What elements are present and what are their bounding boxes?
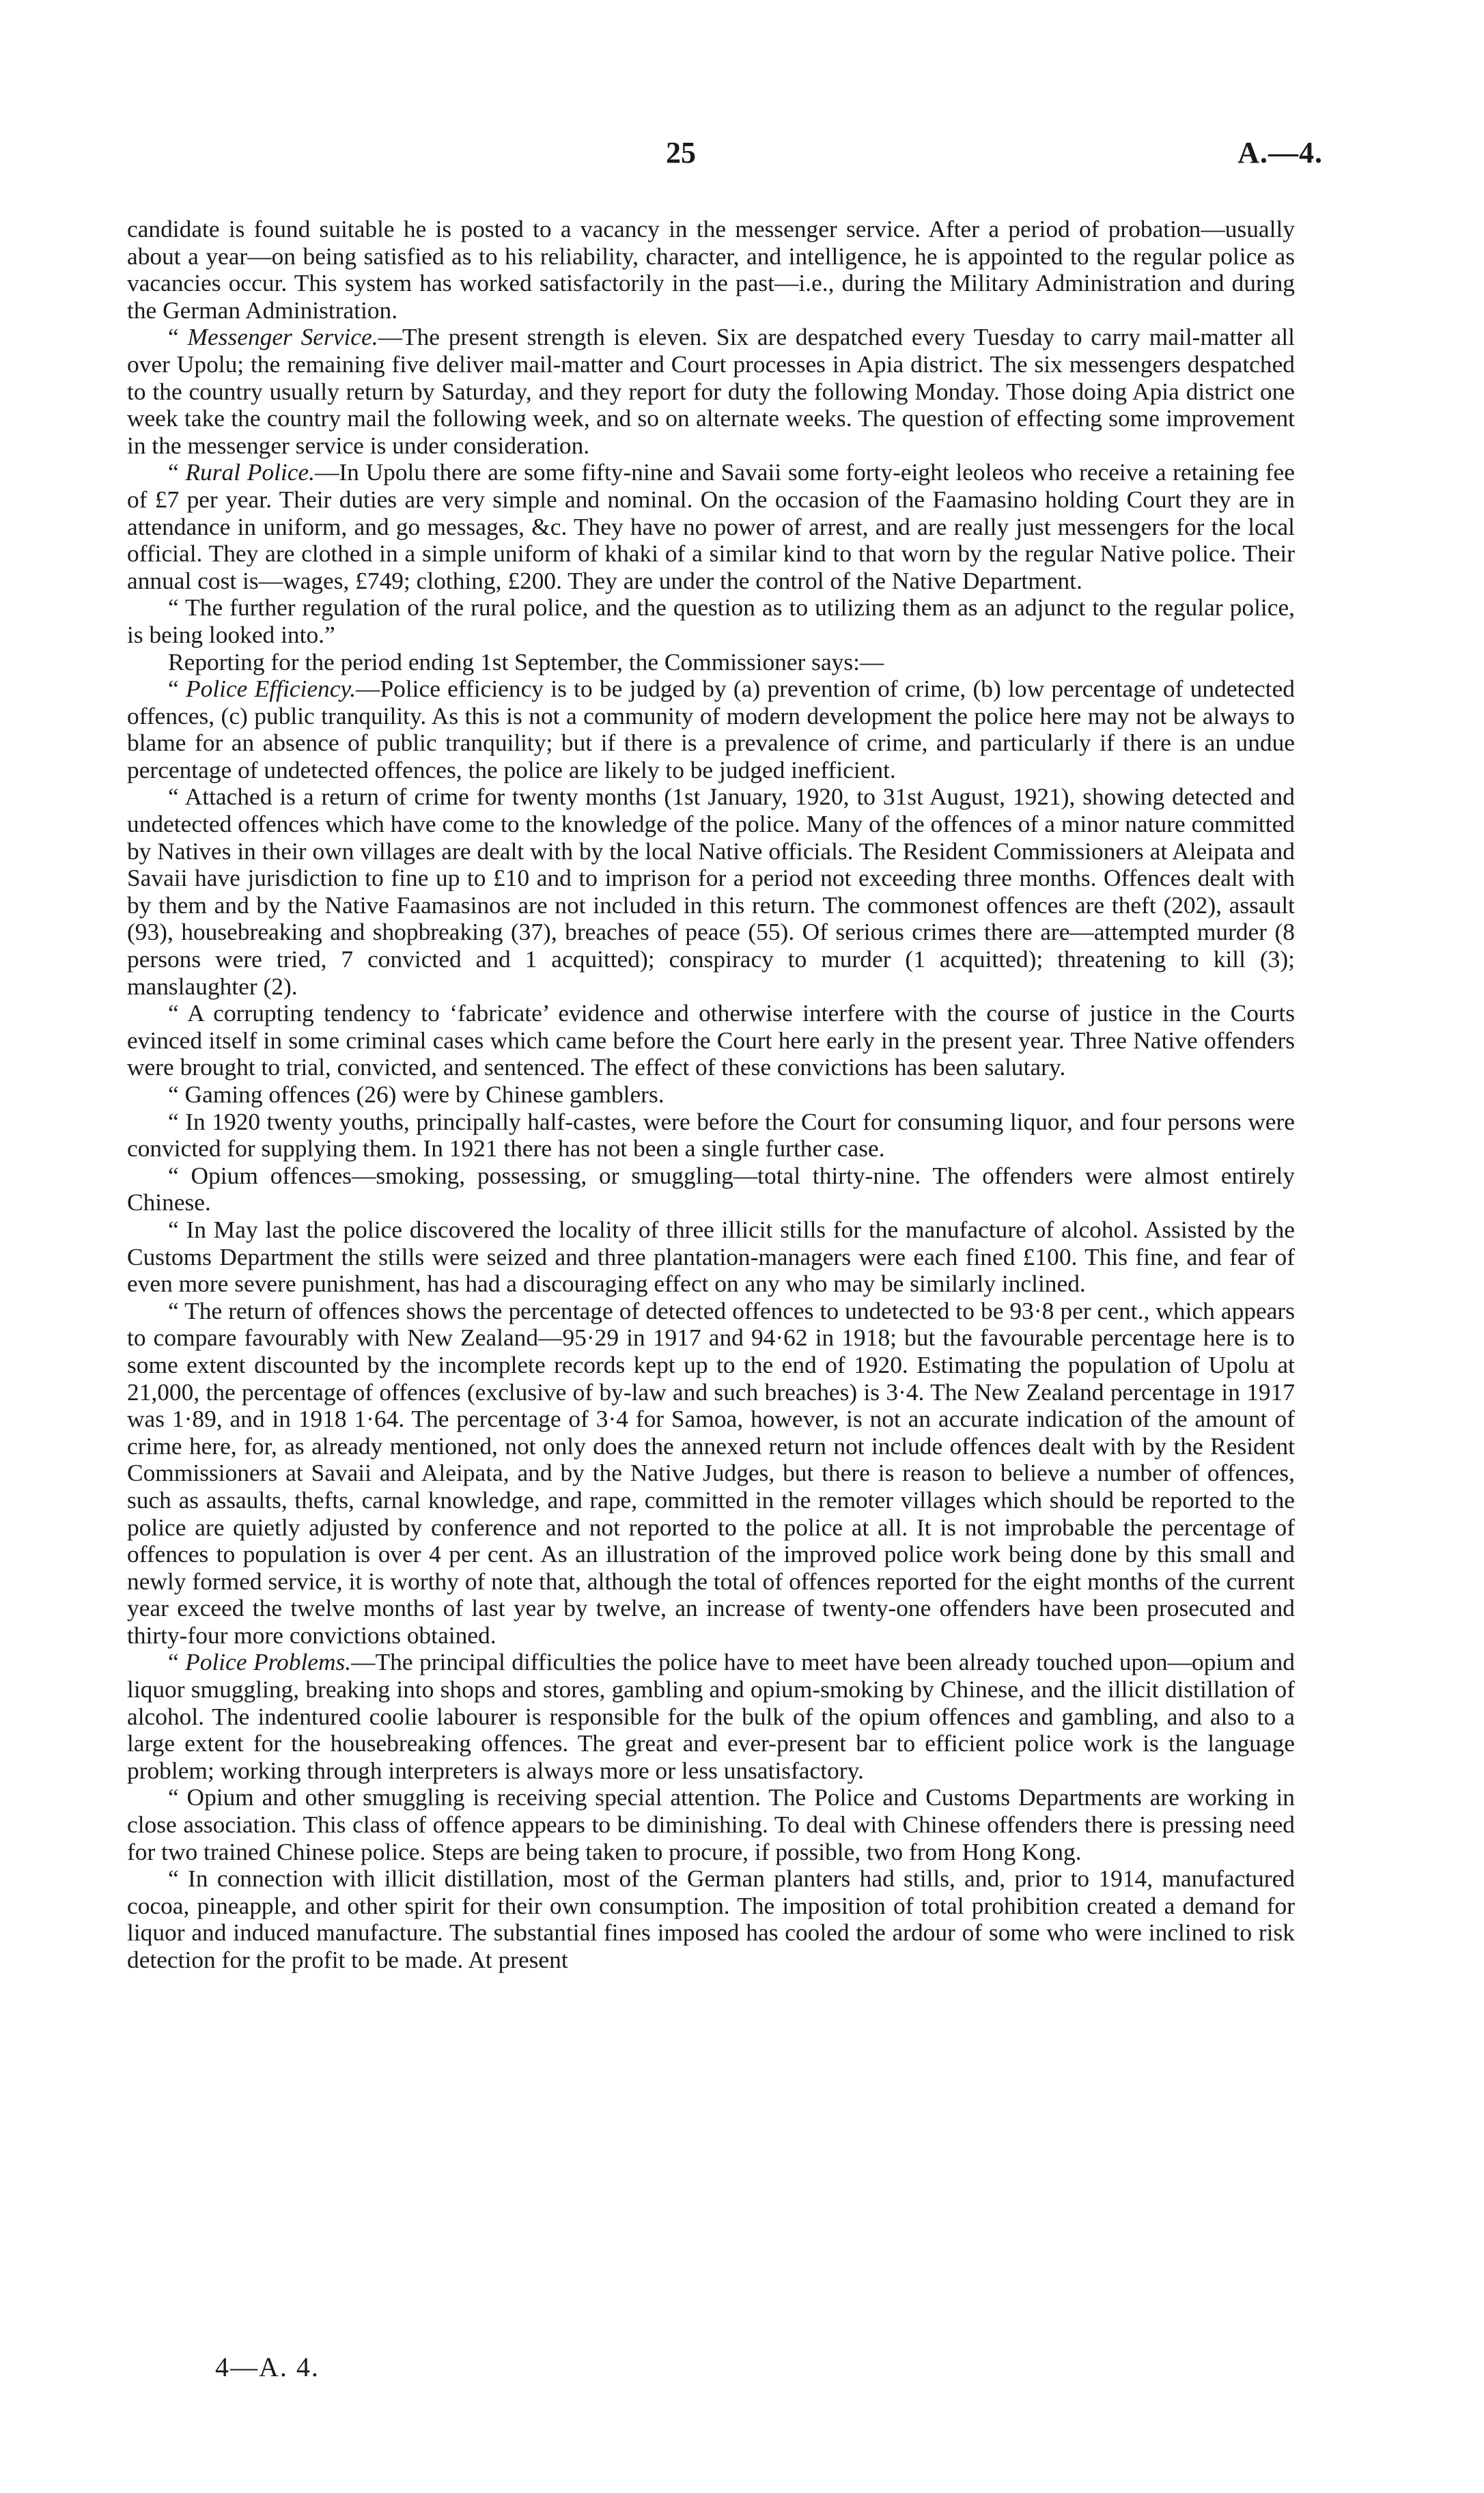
paragraph-text: “ Attached is a return of crime for twenty months (1st January, 1920, to 31st August, 1921), showing detected and undetected offences which have come to the knowledge of the police. Many of the offences of a minor nature committed by Natives in their own villages are dealt with by the local Native officials. The Resident Commissioners at Aleipata and Savaii have jurisdiction to fine up to £10 and to imprison for a period not exceeding three months. Offences dealt with by them and by the Native Faamasinos are not included in this return. The commonest offences are theft (202), assault (93), housebreaking and shopbreaking (37), breaches of peace (55). Of serious crimes there are—attempted murder (8 persons were tried, 7 convicted and 1 acquitted); conspiracy to murder (1 acquitted); threatening to kill (3); manslaughter (2). <box>127 783 1295 1000</box>
paragraph <box>127 1865 1295 1973</box>
open-quote: “ <box>168 323 188 351</box>
paragraph-text: “ The further regulation of the rural police, and the question as to utilizing them as an adjunct to the regular police, is being looked into.” <box>127 594 1295 648</box>
paragraph-heading: Police Problems. <box>185 1648 352 1676</box>
paragraph-text: “ Opium and other smuggling is receiving special attention. The Police and Customs Departments are working in close association. This class of offence appears to be diminishing. To deal with Chinese offenders there is pressing need for two trained Chinese police. Steps are being taken to procure, if possible, two from Hong Kong. <box>127 1783 1295 1865</box>
paragraph-text: “ In May last the police discovered the locality of three illicit stills for the manufacture of alcohol. Assisted by the Customs Department the stills were seized and three plantation-managers were each fined £100. This fine, and fear of even more severe punishment, has had a discouraging effect on any who may be similarly inclined. <box>127 1215 1295 1298</box>
paragraph <box>127 1000 1295 1081</box>
paragraph-text: “ Opium offences—smoking, possessing, or smuggling—total thirty-nine. The offenders were almost entirely Chinese. <box>127 1161 1295 1216</box>
page-header <box>0 135 1484 176</box>
open-quote: “ <box>168 1648 186 1676</box>
paragraph-text: “ A corrupting tendency to ‘fabricate’ evidence and otherwise interfere with the course of justice in the Courts evinced itself in some criminal cases which came before the Court here early in the present year. Three Native offenders were brought to trial, convicted, and sentenced. The effect of these convictions has been salutary. <box>127 999 1295 1081</box>
paragraph-text: “ The return of offences shows the percentage of detected offences to undetected to be 93·8 per cent., which appears to compare favourably with New Zealand—95·29 in 1917 and 94·62 in 1918; but the favourable percentage here is to some extent discounted by the incomplete records kept up to the end of 1920. Estimating the population of Upolu at 21,000, the percentage of offences (exclusive of by-law and such breaches) is 3·4. The New Zealand percentage in 1917 was 1·89, and in 1918 1·64. The percentage of 3·4 for Samoa, however, is not an accurate indication of the amount of crime here, for, as already mentioned, not only does the annexed return not include offences dealt with by the Resident Commissioners at Savaii and Aleipata, and by the Native Judges, but there is reason to believe a number of offences, such as assaults, thefts, carnal knowledge, and rape, committed in the remoter villages which should be reported to the police are quietly adjusted by conference and not reported to the police at all. It is not improbable the percentage of offences to population is over 4 per cent. As an illustration of the improved police work being done by this small and newly formed service, it is worthy of note that, although the total of offences reported for the eight months of the current year exceed the twelve months of last year by twelve, an increase of twenty-one offenders have been prosecuted and thirty-four more convictions obtained. <box>127 1296 1295 1649</box>
paragraph <box>127 649 1295 676</box>
paragraph-heading: Rural Police. <box>185 458 315 486</box>
paragraph-text: Reporting for the period ending 1st September, the Commissioner says:— <box>168 647 884 676</box>
paragraph <box>127 676 1295 783</box>
paragraph-text: —In Upolu there are some fifty-nine and Savaii some forty-eight leoleos who receive a retaining fee of £7 per year. Their duties are very simple and nominal. On the occasion of the Faamasino holding Court they are in attendance in uniform, and go messages, &c. They have no power of arrest, and are really just messengers for the local official. They are clothed in a simple uniform of khaki of a similar kind to that worn by the regular Native police. Their annual cost is—wages, £749; clothing, £200. They are under the control of the Native Department. <box>127 458 1295 594</box>
paragraph-text: —The principal difficulties the police have to meet have been already touched upon—opium and liquor smuggling, breaking into shops and stores, gambling and opium-smoking by Chinese, and the illicit distillation of alcohol. The indentured coolie labourer is responsible for the bulk of the opium offences and gambling, and also to a large extent for the housebreaking offences. The great and ever-present bar to efficient police work is the language problem; working through interpreters is always more or less unsatisfactory. <box>127 1648 1295 1784</box>
open-quote: “ <box>168 458 186 486</box>
paragraph-text: “ In connection with illicit distillation, most of the German planters had stills, and, prior to 1914, manufactured cocoa, pineapple, and other spirit for their own consumption. The imposition of total prohibition created a demand for liquor and induced manufacture. The substantial fines imposed has cooled the ardour of some who were inclined to risk detection for the profit to be made. At present <box>127 1865 1295 1973</box>
paragraph-heading: Police Efficiency. <box>186 675 356 703</box>
paragraph <box>127 594 1295 648</box>
signature-reference: 4—A. 4. <box>215 2352 320 2382</box>
paper-reference: A.—4. <box>1237 136 1323 169</box>
paragraph-text: “ Gaming offences (26) were by Chinese gamblers. <box>168 1081 664 1108</box>
paragraph <box>127 1162 1295 1216</box>
paragraph <box>127 324 1295 459</box>
paragraph <box>127 216 1295 324</box>
open-quote: “ <box>168 675 186 703</box>
paragraph-text: “ In 1920 twenty youths, principally half-castes, were before the Court for consuming liquor, and four persons were convicted for supplying them. In 1921 there has not been a single further case. <box>127 1107 1295 1162</box>
paragraph-text: candidate is found suitable he is posted to a vacancy in the messenger service. After a period of probation—usually about a year—on being satisfied as to his reliability, character, and intelligence, he is appointed to the regular police as vacancies occur. This system has worked satisfactorily in the past—i.e., during the Military Administration and during the German Administration. <box>127 215 1295 324</box>
paragraph <box>127 783 1295 1000</box>
paragraph <box>127 1649 1295 1784</box>
page-number: 25 <box>666 136 696 169</box>
paragraph-heading: Messenger Service. <box>187 323 378 351</box>
paragraph-text: —The present strength is eleven. Six are despatched every Tuesday to carry mail-matter all over Upolu; the remaining five deliver mail-matter and Court processes in Apia district. The six messengers despatched to the country usually return by Saturday, and they report for duty the following Monday. Those doing Apia district one week take the country mail the following week, and so on alternate weeks. The question of effecting some improvement in the messenger service is under consideration. <box>127 323 1296 459</box>
paragraph <box>127 1216 1295 1298</box>
paragraph <box>127 459 1295 594</box>
paragraph <box>127 1298 1295 1649</box>
body-text <box>127 216 1295 1974</box>
paragraph <box>127 1784 1295 1865</box>
paragraph-text: —Police efficiency is to be judged by (a) prevention of crime, (b) low percentage of undetected offences, (c) public tranquility. As this is not a community of modern development the police here may not be always to blame for an absence of public tranquility; but if there is a prevalence of crime, and particularly if there is an undue percentage of undetected offences, the police are likely to be judged inefficient. <box>127 675 1295 783</box>
paragraph <box>127 1081 1295 1109</box>
paragraph <box>127 1109 1295 1162</box>
